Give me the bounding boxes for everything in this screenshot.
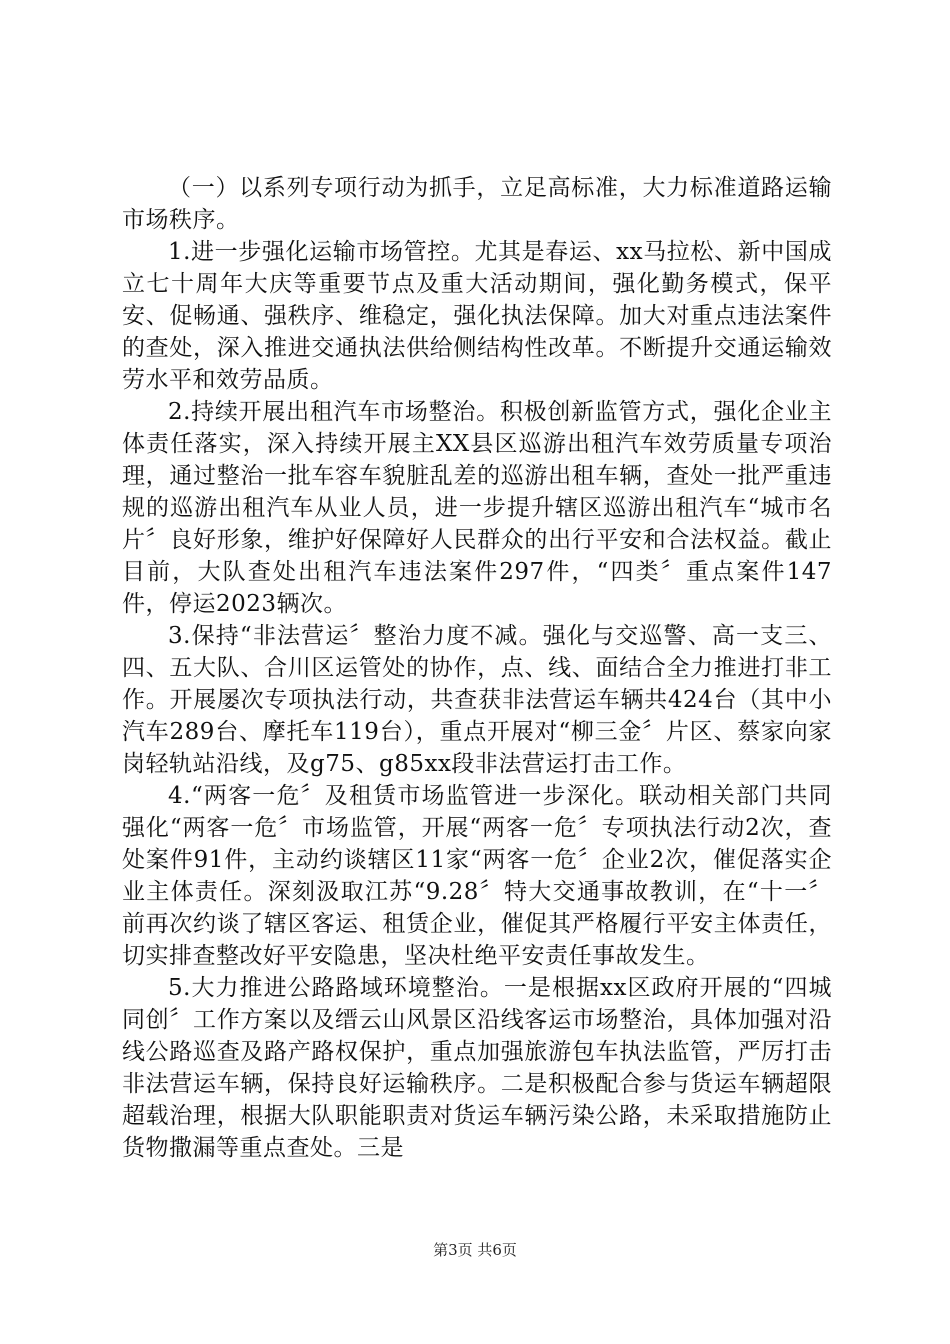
- paragraph-item-4: 4.“两客一危〞及租赁市场监管进一步深化。联动相关部门共同强化“两客一危〞市场监管，开展“两客一危〞专项执法行动2次，查处案件91件，主动约谈辖区11家“两客一危〞企业2次，催促落实企业主体责任。深刻汲取江苏“9.28〞特大交通事故教训，在“十一〞前再次约谈了辖区客运、租赁企业，催促其严格履行平安主体责任，切实排查整改好平安隐患，坚决杜绝平安责任事故发生。: [122, 783, 832, 969]
- page-footer: 第3页 共6页: [433, 1241, 517, 1259]
- paragraph-item-3: 3.保持“非法营运〞整治力度不减。强化与交巡警、高一支三、四、五大队、合川区运管处的协作，点、线、面结合全力推进打非工作。开展屡次专项执法行动，共查获非法营运车辆共424台（其中小汽车289台、摩托车119台），重点开展对“柳三金〞片区、蔡家向家岗轻轨站沿线，及g75、g85xx段非法营运打击工作。: [122, 623, 832, 777]
- paragraph-item-1: 1.进一步强化运输市场管控。尤其是春运、xx马拉松、新中国成立七十周年大庆等重要节点及重大活动期间，强化勤务模式，保平安、促畅通、强秩序、维稳定，强化执法保障。加大对重点违法案件的查处，深入推进交通执法供给侧结构性改革。不断提升交通运输效劳水平和效劳品质。: [122, 239, 832, 393]
- document-body: [122, 172, 832, 1164]
- paragraph-item-2: 2.持续开展出租汽车市场整治。积极创新监管方式，强化企业主体责任落实，深入持续开展主XX县区巡游出租汽车效劳质量专项治理，通过整治一批车容车貌脏乱差的巡游出租车辆，查处一批严重违规的巡游出租汽车从业人员，进一步提升辖区巡游出租汽车“城市名片〞良好形象，维护好保障好人民群众的出行平安和合法权益。截止目前，大队查处出租汽车违法案件297件，“四类〞重点案件147件，停运2023辆次。: [122, 399, 832, 617]
- paragraph-item-5: 5.大力推进公路路域环境整治。一是根据xx区政府开展的“四城同创〞工作方案以及缙云山风景区沿线客运市场整治，具体加强对沿线公路巡查及路产路权保护，重点加强旅游包车执法监管，严厉打击非法营运车辆，保持良好运输秩序。二是积极配合参与货运车辆超限超载治理，根据大队职能职责对货运车辆污染公路，未采取措施防止货物撒漏等重点查处。三是: [122, 975, 832, 1161]
- paragraph-heading: （一）以系列专项行动为抓手，立足高标准，大力标准道路运输市场秩序。: [122, 175, 832, 233]
